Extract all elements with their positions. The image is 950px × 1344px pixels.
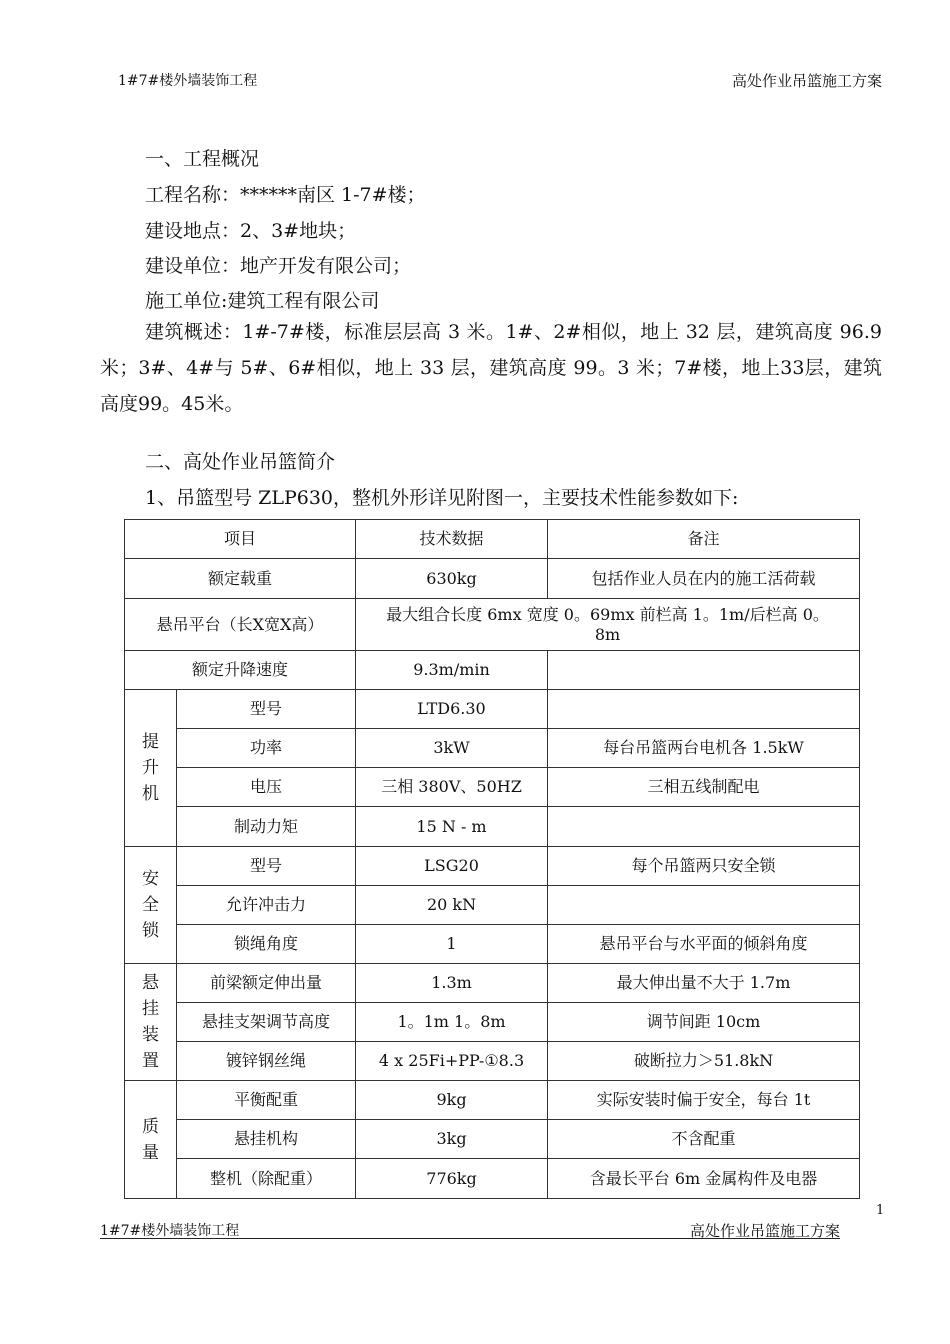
row-data: 1。1m 1。8m: [356, 1003, 548, 1042]
footer-project-name: 1#7#楼外墙装饰工程: [100, 1223, 240, 1239]
section2-intro: 1、吊篮型号 ZLP630，整机外形详见附图一，主要技术性能参数如下:: [145, 487, 739, 509]
table-row: [125, 1081, 860, 1120]
row-note: 三相五线制配电: [548, 768, 860, 807]
table-header-row: [125, 520, 860, 559]
page-footer: [100, 1220, 840, 1239]
row-item: 允许冲击力: [177, 886, 356, 925]
row-note: 调节间距 10cm: [548, 1003, 860, 1042]
row-note: 不含配重: [548, 1120, 860, 1159]
row-data: 15 N - m: [356, 807, 548, 847]
table-row: [125, 886, 860, 925]
row-item: 额定载重: [125, 559, 356, 599]
group-label-suspension: [125, 964, 177, 1081]
group-label-mass: [125, 1081, 177, 1199]
row-data: 最大组合长度 6mx 宽度 0。69mx 前栏高 1。1m/后栏高 0。8m: [356, 599, 860, 651]
row-note: 每个吊篮两只安全锁: [548, 847, 860, 886]
overview-paragraph: 建筑概述：1#-7#楼，标准层层高 3 米。1#、2#相似，地上 32 层，建筑高度 96.9 米；3#、4#与 5#、6#相似，地上 33 层，建筑高度 99。3 米；7#楼，地上33层，建筑高度99。45米。: [100, 321, 882, 415]
row-note: 悬吊平台与水平面的倾斜角度: [548, 925, 860, 964]
row-note: 含最长平台 6m 金属构件及电器: [548, 1159, 860, 1199]
row-note: 最大伸出量不大于 1.7m: [548, 964, 860, 1003]
row-item: 型号: [177, 847, 356, 886]
owner-line: 建设单位：地产开发有限公司；: [145, 255, 412, 277]
row-item: 悬挂支架调节高度: [177, 1003, 356, 1042]
table-row: [125, 1042, 860, 1081]
row-item: 额定升降速度: [125, 651, 356, 690]
row-data: 三相 380V、50HZ: [356, 768, 548, 807]
group-label-hoist: [125, 690, 177, 847]
row-data: 4 x 25Fi+PP-①8.3: [356, 1042, 548, 1081]
row-data: 1: [356, 925, 548, 964]
table-row: [125, 729, 860, 768]
row-data: 3kW: [356, 729, 548, 768]
row-data: LSG20: [356, 847, 548, 886]
spec-table: [124, 519, 860, 1199]
row-item: 制动力矩: [177, 807, 356, 847]
row-item: 型号: [177, 690, 356, 729]
table-row: [125, 559, 860, 599]
group-label-safety-lock: [125, 847, 177, 964]
header-note: 备注: [548, 520, 860, 559]
table-row: [125, 1003, 860, 1042]
section2-title: 二、高处作业吊篮简介: [145, 451, 336, 473]
row-item: 平衡配重: [177, 1081, 356, 1120]
row-data: 20 kN: [356, 886, 548, 925]
group-label-text: 安全锁: [142, 869, 159, 941]
section1-title: 一、工程概况: [145, 148, 260, 170]
table-row: [125, 964, 860, 1003]
row-data: 3kg: [356, 1120, 548, 1159]
table-row: [125, 847, 860, 886]
row-note: 破断拉力＞51.8kN: [548, 1042, 860, 1081]
table-row: [125, 599, 860, 651]
group-label-text: 悬挂装置: [142, 973, 159, 1071]
table-row: [125, 651, 860, 690]
row-item: 悬挂机构: [177, 1120, 356, 1159]
header-item: 项目: [125, 520, 356, 559]
table-row: [125, 690, 860, 729]
row-note: [548, 690, 860, 729]
row-data: LTD6.30: [356, 690, 548, 729]
footer-document-title: 高处作业吊篮施工方案: [689, 1222, 840, 1240]
table-row: [125, 925, 860, 964]
row-data: 9.3m/min: [356, 651, 548, 690]
table-row: [125, 807, 860, 847]
row-note: 包括作业人员在内的施工活荷载: [548, 559, 860, 599]
group-label-text: 质量: [142, 1116, 159, 1163]
row-item: 功率: [177, 729, 356, 768]
row-data: 9kg: [356, 1081, 548, 1120]
row-item: 悬吊平台（长Ⅹ宽Ⅹ高）: [125, 599, 356, 651]
header-project-name: 1#7#楼外墙装饰工程: [118, 73, 258, 89]
header-data: 技术数据: [356, 520, 548, 559]
table-row: [125, 768, 860, 807]
row-item: 电压: [177, 768, 356, 807]
row-note: 实际安装时偏于安全，每台 1t: [548, 1081, 860, 1120]
row-item: 前梁额定伸出量: [177, 964, 356, 1003]
row-note: [548, 807, 860, 847]
location-line: 建设地点：2、3#地块；: [145, 220, 357, 242]
row-data: 1.3m: [356, 964, 548, 1003]
row-item: 锁绳角度: [177, 925, 356, 964]
row-data: 630kg: [356, 559, 548, 599]
table-row: [125, 1120, 860, 1159]
row-note: [548, 651, 860, 690]
contractor-line: 施工单位:建筑工程有限公司: [145, 290, 380, 312]
page-number: 1: [876, 1203, 885, 1218]
row-item: 镀锌钢丝绳: [177, 1042, 356, 1081]
header-document-title: 高处作业吊篮施工方案: [731, 72, 882, 90]
row-note: [548, 886, 860, 925]
table-row: [125, 1159, 860, 1199]
row-note: 每台吊篮两台电机各 1.5kW: [548, 729, 860, 768]
row-item: 整机（除配重）: [177, 1159, 356, 1199]
group-label-text: 提升机: [142, 732, 159, 804]
row-data: 776kg: [356, 1159, 548, 1199]
project-name-line: 工程名称：******南区 1-7#楼；: [145, 184, 426, 206]
